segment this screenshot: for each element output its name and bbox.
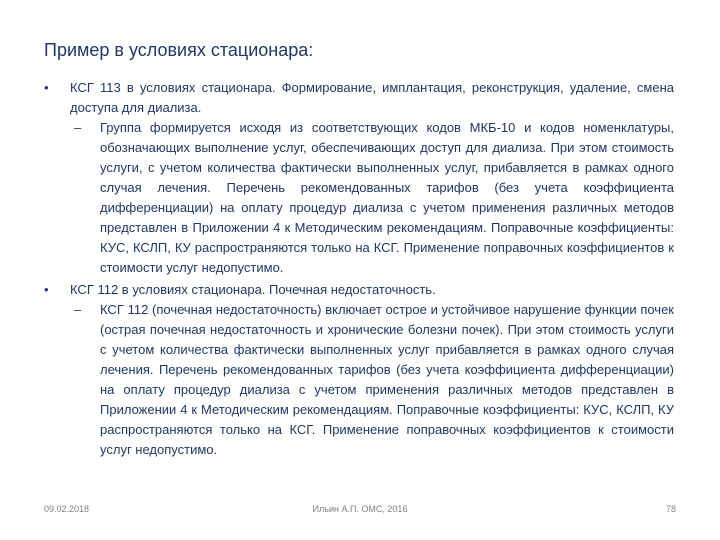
slide-title: Пример в условиях стационара: <box>44 40 314 60</box>
sub-item-ksg-113 <box>44 118 674 278</box>
bullet-text: КСГ 113 в условиях стационара. Формирование, имплантация, реконструкция, удаление, смена доступа для диализа. <box>70 80 674 115</box>
bullet-item-ksg-113 <box>44 78 674 118</box>
footer-date: 09.02.2018 <box>44 504 90 514</box>
footer-author: Ильин А.П. ОМС, 2016 <box>312 504 408 514</box>
sub-item-ksg-112 <box>44 300 674 460</box>
dash-marker: – <box>74 120 82 135</box>
sub-item-text: КСГ 112 (почечная недостаточность) включает острое и устойчивое нарушение функции почек (острая почечная недостаточность и хронические болезни почек). При этом стоимость услуги с учетом количества фактически выполненных услуг прибавляется в рамках одного случая лечения. Перечень рекомендованных тарифов (без учета коэффициента дифференциации) на оплату процедур диализа с учетом применения различных методов представлен в Приложении 4 к Методическим рекомендациям. Поправочные коэффициенты: КУС, КСЛП, КУ распространяются только на КСГ. Применение поправочных коэффициентов к стоимости услуг недопустимо. <box>100 302 674 457</box>
sub-item-text: Группа формируется исходя из соответствующих кодов МКБ-10 и кодов номенклатуры, обозначающих выполнение услуг, обеспечивающих доступ для диализа. При этом стоимость услуги, с учетом количества фактически выполненных услуг, прибавляется в рамках одного случая лечения. Перечень рекомендованных тарифов (без учета коэффициента дифференциации) на оплату процедур диализа с учетом применения различных методов представлен в Приложении 4 к Методическим рекомендациям. Поправочные коэффициенты: КУС, КСЛП, КУ распространяются только на КСГ. Применение поправочных коэффициентов к стоимости услуг недопустимо. <box>100 120 674 275</box>
dash-marker: – <box>74 302 82 317</box>
bullet-item-ksg-112 <box>44 280 674 300</box>
bullet-marker: • <box>44 282 49 297</box>
bullet-marker: • <box>44 80 49 95</box>
bullet-text: КСГ 112 в условиях стационара. Почечная недостаточность. <box>70 282 436 297</box>
page-number: 78 <box>665 504 676 514</box>
slide-content <box>44 78 674 460</box>
